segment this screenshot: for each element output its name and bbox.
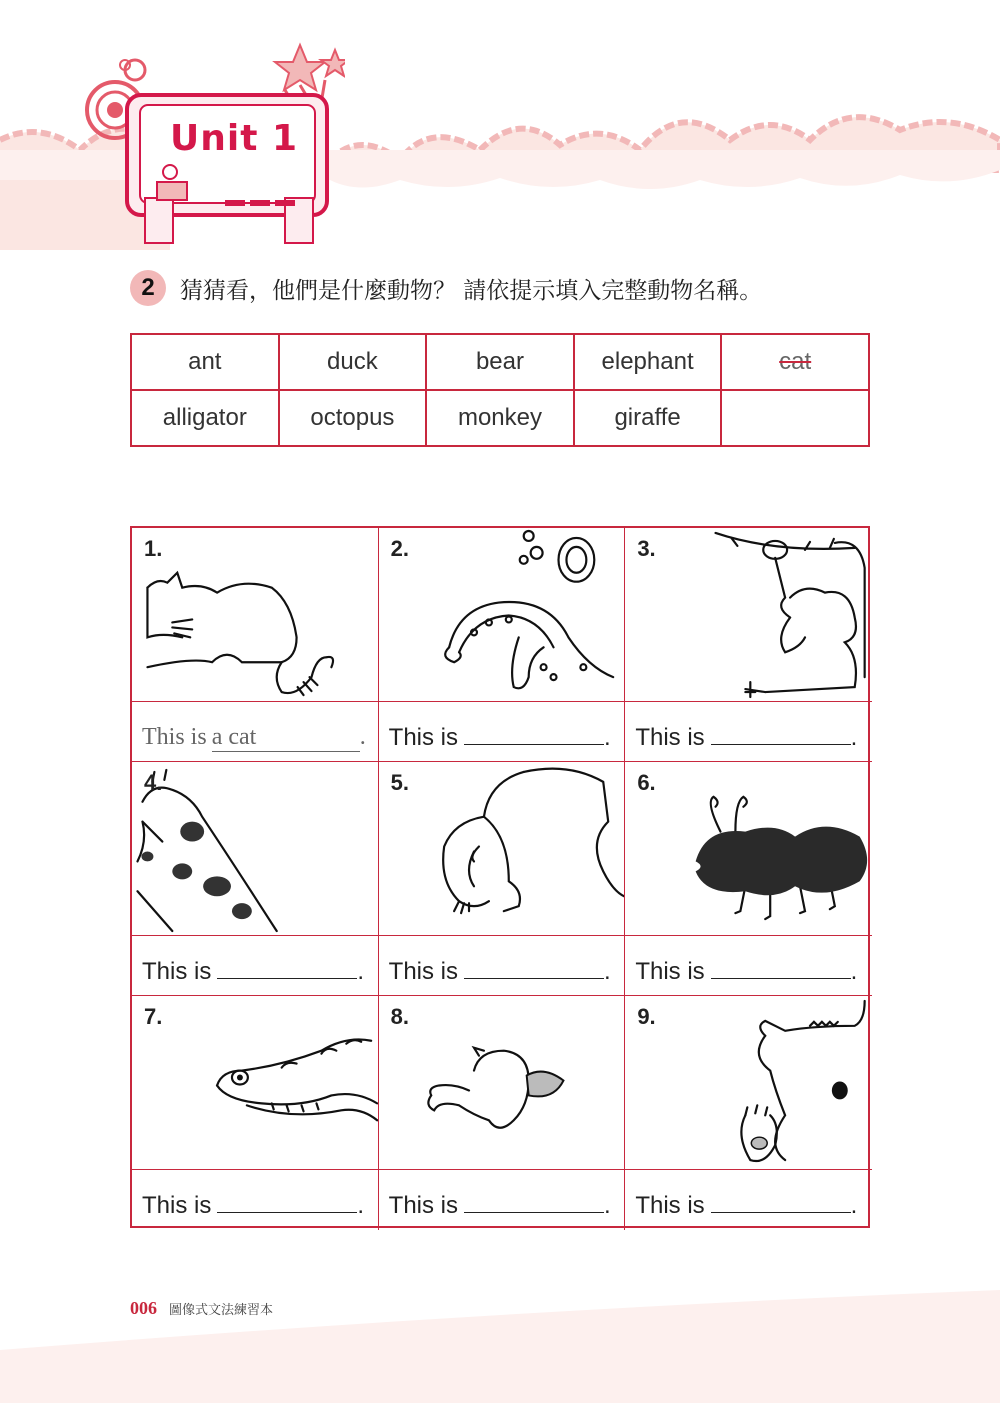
elephant-icon — [379, 762, 625, 935]
word-bank-cell: elephant — [574, 334, 722, 390]
exercise-picture — [379, 762, 625, 936]
answer-blank[interactable] — [464, 726, 604, 745]
exercise-cell — [379, 762, 626, 996]
answer-sentence — [389, 1192, 611, 1220]
sentence-prefix: This is — [142, 724, 207, 750]
exercise-picture — [379, 996, 625, 1170]
word-bank-row — [131, 334, 869, 390]
word-bank-cell: bear — [426, 334, 574, 390]
book-title: 圖像式文法練習本 — [169, 1303, 274, 1318]
answer-sentence — [389, 724, 611, 752]
answer-blank[interactable] — [711, 1194, 851, 1213]
exercise-number: 5. — [390, 770, 410, 795]
octopus-icon — [379, 528, 625, 701]
sentence-prefix: This is — [142, 958, 212, 985]
sentence-suffix: . — [604, 1192, 611, 1219]
sentence-prefix: This is — [635, 1192, 705, 1219]
giraffe-icon — [132, 762, 378, 935]
exercise-number: 6. — [637, 770, 656, 795]
exercise-number: 4. — [144, 770, 163, 795]
answer-sentence — [635, 724, 857, 752]
sentence-suffix: . — [850, 724, 858, 751]
answer-sentence — [389, 958, 611, 986]
instruction-text: 猜猜看，他們是什麼動物？ 請依提示填入完整動物名稱。 — [180, 277, 763, 304]
answer-sentence — [142, 958, 364, 986]
page-number: 006 — [130, 1298, 157, 1318]
exercise-picture — [625, 762, 872, 936]
exercise-cell — [132, 528, 379, 762]
answer-blank[interactable] — [217, 960, 357, 979]
sentence-suffix: . — [359, 724, 366, 750]
exercise-cell — [379, 528, 626, 762]
answer-blank[interactable] — [217, 1194, 357, 1213]
exercise-cell — [132, 762, 379, 996]
answer-sentence — [635, 958, 857, 986]
exercise-cell — [379, 996, 626, 1230]
sentence-suffix: . — [357, 1192, 365, 1219]
word-bank-cell-crossed — [721, 334, 869, 390]
word-bank-cell: duck — [279, 334, 427, 390]
word-bank-cell: ant — [131, 334, 279, 390]
sentence-prefix: This is — [635, 724, 705, 751]
exercise-picture — [132, 528, 378, 702]
sentence-prefix: This is — [142, 1192, 212, 1219]
sentence-prefix: This is — [388, 958, 458, 985]
sentence-suffix: . — [357, 958, 365, 985]
sentence-prefix: This is — [388, 724, 458, 751]
answer-blank-filled[interactable]: a cat — [212, 724, 360, 752]
exercise-picture — [132, 762, 378, 936]
word-bank-cell-empty — [721, 390, 869, 446]
unit-title: Unit 1 — [170, 118, 298, 159]
monkey-icon — [625, 528, 872, 701]
exercise-grid — [130, 526, 870, 1228]
exercise-number: 7. — [144, 1004, 163, 1029]
bear-icon — [625, 996, 872, 1169]
answer-sentence — [142, 1192, 364, 1220]
exercise-number: 1. — [144, 536, 163, 561]
exercise-number: 9. — [637, 1004, 656, 1029]
exercise-cell — [625, 528, 872, 762]
exercise-cell — [132, 996, 379, 1230]
exercise-cell — [625, 996, 872, 1230]
sentence-prefix: This is — [388, 1192, 458, 1219]
sentence-suffix: . — [850, 958, 858, 985]
answer-blank[interactable] — [711, 960, 851, 979]
sentence-suffix: . — [850, 1192, 858, 1219]
exercise-picture — [625, 996, 872, 1170]
word-bank-row — [131, 390, 869, 446]
exercise-cell — [625, 762, 872, 996]
word-bank-table — [130, 333, 870, 447]
sentence-suffix: . — [604, 724, 611, 751]
answer-sentence — [635, 1192, 857, 1220]
exercise-picture — [625, 528, 872, 702]
exercise-picture — [132, 996, 378, 1170]
word-bank-cell: octopus — [279, 390, 427, 446]
page-footer — [130, 1298, 273, 1319]
exercise-picture — [379, 528, 625, 702]
exercise-number: 3. — [637, 536, 656, 561]
example-sentence — [142, 724, 366, 752]
alligator-icon — [132, 996, 378, 1169]
word-bank-cell: giraffe — [574, 390, 722, 446]
answer-blank[interactable] — [464, 1194, 604, 1213]
ant-icon — [625, 762, 872, 935]
cat-icon — [132, 528, 378, 701]
answer-blank[interactable] — [711, 726, 851, 745]
exercise-number: 8. — [390, 1004, 410, 1029]
exercise-number: 2. — [390, 536, 410, 561]
duck-icon — [379, 996, 625, 1169]
instruction — [130, 270, 762, 306]
crossed-out-word: cat — [779, 348, 812, 375]
question-number-badge: 2 — [130, 270, 166, 306]
word-bank-cell: monkey — [426, 390, 574, 446]
sentence-prefix: This is — [635, 958, 705, 985]
answer-blank[interactable] — [464, 960, 604, 979]
sentence-suffix: . — [604, 958, 611, 985]
word-bank-cell: alligator — [131, 390, 279, 446]
